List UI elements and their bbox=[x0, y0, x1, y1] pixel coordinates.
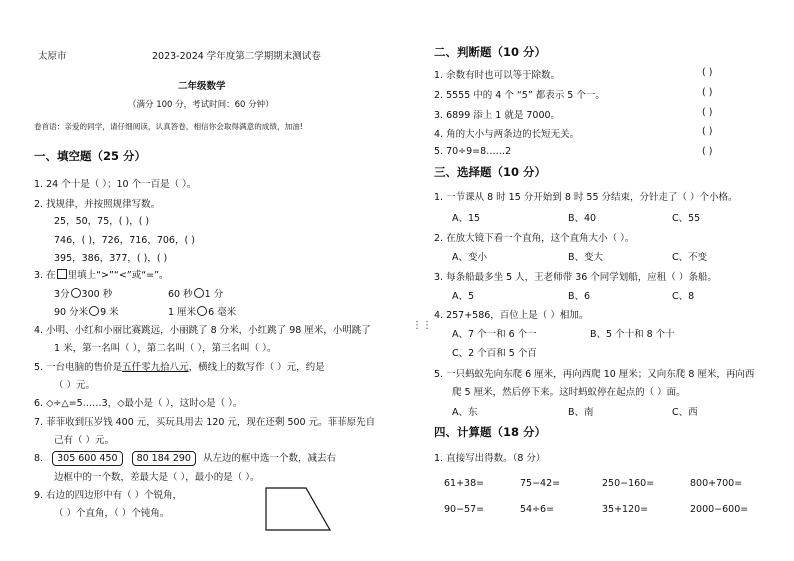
choice-q3-c: C、8 bbox=[672, 291, 695, 302]
choice-q2-c: C、不变 bbox=[672, 252, 708, 263]
judge-paren-4: ( ) bbox=[702, 126, 713, 137]
fill-q1: 1. 24 个十是（ ）；10 个一百是（ ）。 bbox=[34, 179, 197, 190]
judge-paren-1: ( ) bbox=[702, 67, 713, 78]
calc-2-3: 35+120= bbox=[602, 504, 649, 515]
choice-q4: 4. 257+586，百位上是（ ）相加。 bbox=[434, 310, 589, 321]
fill-q9: 9. 右边的四边形中有（ ）个锐角， bbox=[34, 490, 183, 501]
circle-icon bbox=[71, 288, 81, 298]
fill-q2a: 25，50，75，( )，( ) bbox=[54, 216, 150, 227]
calc-2-1: 90−57= bbox=[444, 504, 485, 515]
fill-q7b: 己有（ ）元。 bbox=[54, 435, 115, 446]
calc-1-4: 800+700= bbox=[690, 478, 743, 489]
fill-q7: 7. 菲菲收到压岁钱 400 元，买玩具用去 120 元，现在还剩 500 元。菲菲原先自 bbox=[34, 417, 376, 428]
circle-icon bbox=[194, 288, 204, 298]
calc-1-2: 75−42= bbox=[520, 478, 561, 489]
choice-q1-b: B、40 bbox=[568, 213, 597, 224]
preface-message: 卷首语：亲爱的同学，请仔细阅读，认真答卷，相信你会取得满意的成绩，加油! bbox=[34, 122, 303, 131]
fill-q3: 3. 在 里填上“>”“<”或“=”。 bbox=[34, 270, 169, 281]
quadrilateral-figure bbox=[262, 484, 334, 534]
circle-icon bbox=[197, 306, 207, 316]
fill-q3-row2b: 1 厘米 6 毫米 bbox=[168, 307, 237, 318]
judge-item-1: 1. 余数有时也可以等于除数。 bbox=[434, 70, 561, 81]
judge-item-5: 5. 70÷9=8……2 bbox=[434, 146, 512, 157]
fill-q2c: 395，386，377，( )，( ) bbox=[54, 253, 168, 264]
choice-q5-a: A、东 bbox=[452, 407, 478, 418]
judge-paren-2: ( ) bbox=[702, 87, 713, 98]
column-divider: ⋮⋮ bbox=[412, 320, 432, 331]
choice-q2-a: A、变小 bbox=[452, 252, 487, 263]
score-time: （满分 100 分，考试时间：60 分钟） bbox=[128, 100, 274, 110]
fill-q2: 2. 找规律，并按照规律写数。 bbox=[34, 199, 161, 210]
choice-q1-a: A、15 bbox=[452, 213, 481, 224]
choice-q5-b: B、南 bbox=[568, 407, 594, 418]
choice-q1-c: C、55 bbox=[672, 213, 701, 224]
judge-paren-5: ( ) bbox=[702, 146, 713, 157]
choice-q4-c: C、2 个百和 5 个百 bbox=[452, 348, 537, 359]
fill-q4b: 1 米，第一名叫（ ），第二名叫（ ），第三名叫（ ）。 bbox=[54, 343, 277, 354]
fill-q6: 6. ◇÷△=5……3，◇最小是（ ），这时◇是（ ）。 bbox=[34, 398, 243, 409]
fill-q2b: 746，( )，726，716，706，( ) bbox=[54, 235, 195, 246]
circle-icon bbox=[89, 306, 99, 316]
choice-q2: 2. 在放大镜下看一个直角，这个直角大小（ ）。 bbox=[434, 233, 635, 244]
calc-1-3: 250−160= bbox=[602, 478, 655, 489]
grade-subject: 二年级数学 bbox=[178, 81, 226, 92]
exam-title: 2023-2024 学年度第二学期期末测试卷 bbox=[152, 51, 321, 62]
judge-paren-3: ( ) bbox=[702, 107, 713, 118]
calc-1-1: 61+38= bbox=[444, 478, 485, 489]
calc-2-2: 54÷6= bbox=[520, 504, 555, 515]
fill-q8b: 边框中的一个数，差最大是（ ），最小的是（ ）。 bbox=[54, 472, 260, 483]
choice-q3: 3. 每条船最多坐 5 人，王老师带 36 个同学划船，应租（ ）条船。 bbox=[434, 272, 717, 283]
choice-q4-b: B、5 个十和 8 个十 bbox=[590, 329, 675, 340]
section-4-title: 四、计算题（18 分） bbox=[434, 425, 547, 439]
fill-q4: 4. 小明、小红和小丽比赛跳远，小丽跳了 8 分米，小红跳了 98 厘米，小明跳了 bbox=[34, 325, 371, 336]
choice-q5b: 爬 5 厘米，然后停下来。这时蚂蚁停在起点的（ ）面。 bbox=[452, 387, 686, 398]
section-3-title: 三、选择题（10 分） bbox=[434, 165, 547, 179]
city: 太原市 bbox=[38, 51, 67, 62]
number-box-left: 305 600 450 bbox=[52, 451, 122, 466]
judge-item-3: 3. 6899 添上 1 就是 7000。 bbox=[434, 110, 561, 121]
choice-q3-a: A、5 bbox=[452, 291, 475, 302]
choice-q4-a: A、7 个一和 6 个一 bbox=[452, 329, 537, 340]
calc-2-4: 2000−600= bbox=[690, 504, 749, 515]
square-icon bbox=[57, 269, 67, 279]
section-2-title: 二、判断题（10 分） bbox=[434, 45, 547, 59]
calc-q1: 1. 直接写出得数。（8 分） bbox=[434, 453, 546, 464]
choice-q3-b: B、6 bbox=[568, 291, 591, 302]
choice-q5-c: C、西 bbox=[672, 407, 698, 418]
fill-q3-row1b: 60 秒 1 分 bbox=[168, 289, 224, 300]
judge-item-2: 2. 5555 中的 4 个 “5” 都表示 5 个一。 bbox=[434, 90, 605, 101]
fill-q3-row1: 3分 300 秒 bbox=[54, 289, 113, 300]
choice-q2-b: B、变大 bbox=[568, 252, 604, 263]
fill-q3-row2: 90 分米 9 米 bbox=[54, 307, 119, 318]
fill-q9b: （ ）个直角，（ ）个钝角。 bbox=[54, 508, 170, 519]
fill-q8: 8. 305 600 450 80 184 290 从左边的框中选一个数，减去右 bbox=[34, 453, 337, 464]
choice-q1: 1. 一节课从 8 时 15 分开始到 8 时 55 分结束，分针走了（ ）个小格。 bbox=[434, 192, 738, 203]
fill-q5: 5. 一台电脑的售价是五仟零九拾八元，横线上的数写作（ ）元，约是 bbox=[34, 362, 325, 373]
fill-q5c: （ ）元。 bbox=[54, 380, 96, 391]
number-box-right: 80 184 290 bbox=[132, 451, 196, 466]
choice-q5: 5. 一只蚂蚁先向东爬 6 厘米，再向西爬 10 厘米；又向东爬 8 厘米，再向西 bbox=[434, 369, 755, 380]
section-1-title: 一、填空题（25 分） bbox=[34, 149, 147, 163]
judge-item-4: 4. 角的大小与两条边的长短无关。 bbox=[434, 129, 580, 140]
